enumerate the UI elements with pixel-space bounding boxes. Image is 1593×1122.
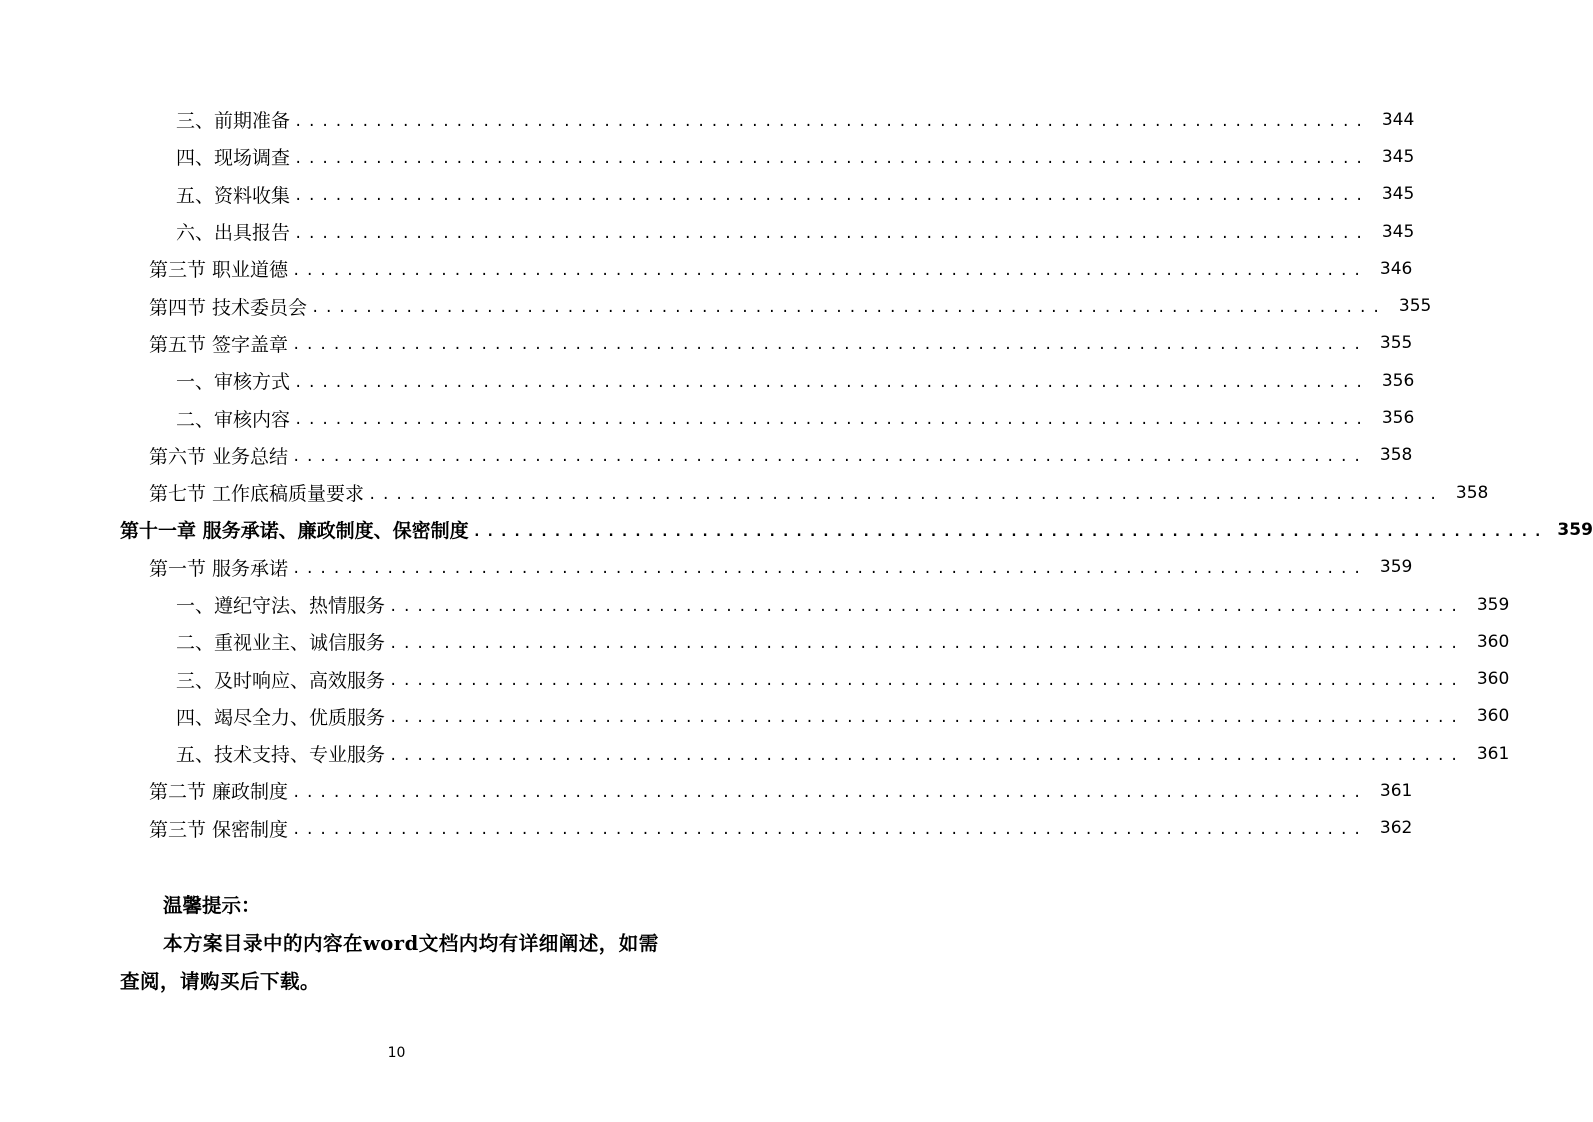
toc-entry[interactable] <box>0 810 1413 847</box>
toc-entry[interactable] <box>0 772 1413 809</box>
toc-dot-leader: ................................................................................ <box>294 412 1369 429</box>
toc-dot-leader: ................................................................................ <box>294 113 1369 130</box>
toc-entry-title: 五、技术支持、专业服务 <box>176 744 386 767</box>
toc-dot-leader: ................................................................................ <box>292 561 1367 578</box>
toc-entry-title: 第七节 工作底稿质量要求 <box>149 483 365 506</box>
toc-entry-page: 362 <box>1379 818 1413 839</box>
toc-dot-leader: ................................................................................ <box>292 337 1367 354</box>
toc-entry-title: 四、竭尽全力、优质服务 <box>176 706 386 729</box>
toc-entry-title: 第六节 业务总结 <box>149 445 289 468</box>
toc-entry-page: 345 <box>1381 146 1415 167</box>
toc-entry-page: 359 <box>1476 594 1510 615</box>
toc-entry-page: 361 <box>1379 780 1413 801</box>
toc-entry-page: 360 <box>1476 706 1510 727</box>
toc-dot-leader: ................................................................................ <box>472 523 1547 540</box>
toc-dot-leader: ................................................................................ <box>389 710 1464 727</box>
toc-entry-title: 五、资料收集 <box>176 184 291 207</box>
toc-dot-leader: ................................................................................ <box>292 262 1367 279</box>
toc-entry-page: 356 <box>1381 370 1415 391</box>
toc-entry-title: 第一节 服务承诺 <box>149 557 289 580</box>
toc-entry-title: 二、审核内容 <box>176 408 291 431</box>
toc-entry-page: 345 <box>1381 184 1415 205</box>
toc-dot-leader: ................................................................................ <box>368 486 1443 503</box>
toc-dot-leader: ................................................................................ <box>292 822 1367 839</box>
toc-entry[interactable] <box>0 176 1415 213</box>
toc-entry-title: 二、重视业主、诚信服务 <box>176 632 386 655</box>
toc-dot-leader: ................................................................................ <box>294 188 1369 205</box>
toc-entry-page: 359 <box>1379 557 1413 578</box>
page-number: 10 <box>387 1045 406 1061</box>
toc-entry-title: 一、审核方式 <box>176 371 291 394</box>
toc-entry[interactable] <box>0 362 1415 399</box>
toc-entry[interactable] <box>0 698 1510 735</box>
toc-entry-page: 356 <box>1381 408 1415 429</box>
toc-entry-title: 第五节 签字盖章 <box>149 333 289 356</box>
toc-entry[interactable] <box>0 623 1510 660</box>
toc-dot-leader: ................................................................................ <box>292 449 1367 466</box>
notice-title: 温馨提示： <box>163 894 261 917</box>
toc-entry-title: 第四节 技术委员会 <box>149 296 308 319</box>
toc-entry-page: 359 <box>1557 519 1593 540</box>
table-of-contents <box>0 101 1593 847</box>
toc-entry-title: 第十一章 服务承诺、廉政制度、保密制度 <box>120 520 469 543</box>
toc-entry-page: 360 <box>1476 631 1510 652</box>
toc-entry[interactable] <box>0 138 1415 175</box>
toc-entry[interactable] <box>0 325 1413 362</box>
toc-entry-title: 第三节 保密制度 <box>149 818 289 841</box>
toc-entry[interactable] <box>0 399 1415 436</box>
toc-entry-title: 第二节 廉政制度 <box>149 781 289 804</box>
toc-entry-page: 358 <box>1455 482 1489 503</box>
toc-entry[interactable] <box>0 474 1489 511</box>
notice-body: 本方案目录中的内容在word文档内均有详细阐述，如需查阅，请购买后下载。 <box>120 932 659 993</box>
toc-entry[interactable] <box>0 660 1510 697</box>
toc-entry-page: 345 <box>1381 221 1415 242</box>
toc-entry-title: 六、出具报告 <box>176 222 291 245</box>
toc-entry[interactable] <box>0 735 1510 772</box>
toc-entry[interactable] <box>0 437 1413 474</box>
toc-dot-leader: ................................................................................ <box>389 673 1464 690</box>
toc-entry[interactable] <box>0 101 1415 138</box>
toc-entry-title: 第三节 职业道德 <box>149 259 289 282</box>
toc-dot-leader: ................................................................................ <box>294 374 1369 391</box>
toc-dot-leader: ................................................................................ <box>389 635 1464 652</box>
toc-entry-page: 344 <box>1381 109 1415 130</box>
toc-dot-leader: ................................................................................ <box>311 300 1386 317</box>
toc-entry-title: 三、前期准备 <box>176 110 291 133</box>
toc-entry[interactable] <box>0 250 1413 287</box>
toc-entry-page: 346 <box>1379 258 1413 279</box>
toc-entry[interactable] <box>0 287 1432 324</box>
toc-entry-page: 360 <box>1476 669 1510 690</box>
toc-dot-leader: ................................................................................ <box>292 784 1367 801</box>
toc-entry[interactable] <box>0 549 1413 586</box>
toc-entry-page: 361 <box>1476 743 1510 764</box>
toc-dot-leader: ................................................................................ <box>389 598 1464 615</box>
toc-dot-leader: ................................................................................ <box>389 747 1464 764</box>
toc-dot-leader: ................................................................................ <box>294 150 1369 167</box>
toc-entry-page: 355 <box>1398 296 1432 317</box>
toc-entry-page: 358 <box>1379 445 1413 466</box>
toc-entry-page: 355 <box>1379 333 1413 354</box>
toc-entry-title: 一、遵纪守法、热情服务 <box>176 595 386 617</box>
toc-entry-title: 三、及时响应、高效服务 <box>176 669 386 692</box>
toc-entry-title: 四、现场调查 <box>176 147 291 170</box>
toc-entry[interactable] <box>0 511 1593 548</box>
toc-entry[interactable] <box>0 213 1415 250</box>
toc-dot-leader: ................................................................................ <box>294 225 1369 242</box>
toc-entry[interactable] <box>0 586 1510 623</box>
